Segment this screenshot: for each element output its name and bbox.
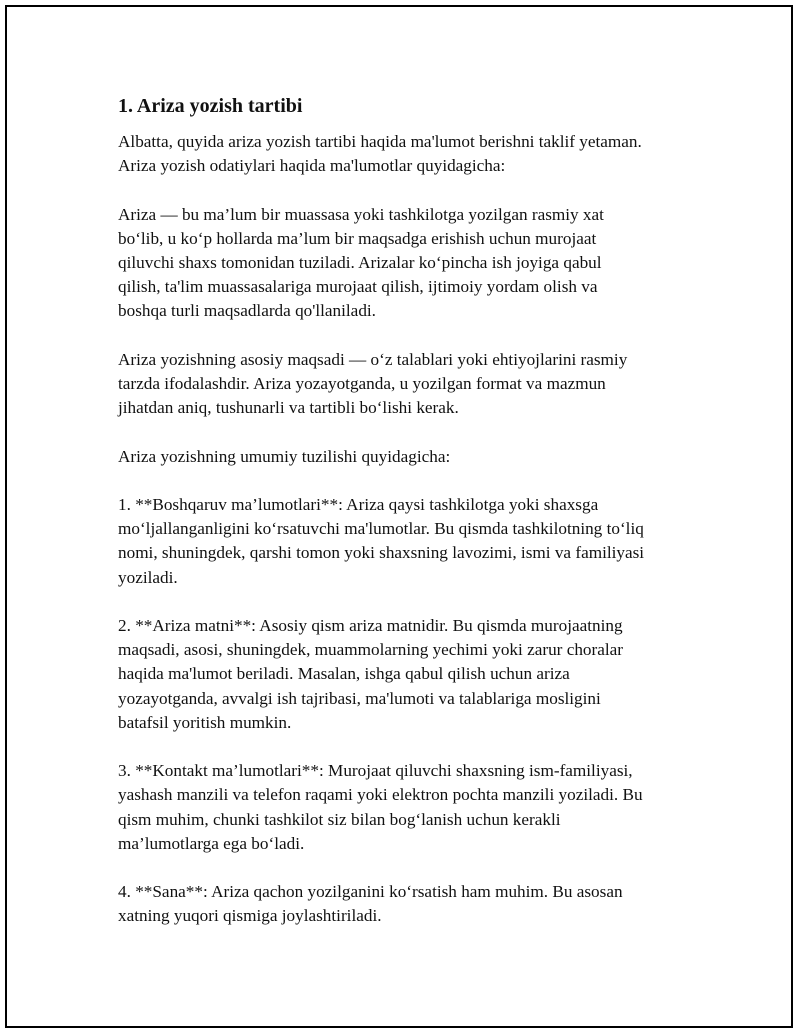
list-item-application-text: 2. **Ariza matni**: Asosiy qism ariza matnidir. Bu qismda murojaatning maqsadi, asosi, shuningdek, muammolarning yechimi yoki zarur choralar haqida ma'lumot beriladi. Masalan, ishga qabul qilish uchun ariza yozayotganda, avvalgi ish tajribasi, ma'lumoti va talablariga mosligini batafsil yoritish mumkin.: [118, 615, 623, 732]
paragraph-intro: Albatta, quyida ariza yozish tartibi haqida ma'lumot berishni taklif yetaman. Ariza yozish odatiylari haqida ma'lumotlar quyidagicha:: [118, 132, 642, 176]
document-body: [118, 92, 698, 953]
paragraph-structure-heading: Ariza yozishning umumiy tuzilishi quyidagicha:: [118, 446, 451, 466]
paragraph-definition: Ariza — bu ma’lum bir muassasa yoki tashkilotga yozilgan rasmiy xat bo‘lib, u ko‘p hollarda ma’lum bir maqsadga erishish uchun murojaat qiluvchi shaxs tomonidan tuziladi. Arizalar ko‘pincha ish joyiga qabul qilish, ta'lim muassasalariga murojaat qilish, ijtimoiy yordam olish va boshqa turli maqsadlarda qo'llaniladi.: [118, 204, 604, 321]
list-item-date: 4. **Sana**: Ariza qachon yozilganini ko‘rsatish ham muhim. Bu asosan xatning yuqori qismiga joylashtiriladi.: [118, 882, 623, 926]
list-item-management-info: 1. **Boshqaruv ma’lumotlari**: Ariza qaysi tashkilotga yoki shaxsga mo‘ljallanganligini ko‘rsatuvchi ma'lumotlar. Bu qismda tashkilotning to‘liq nomi, shuningdek, qarshi tomon yoki shaxsning lavozimi, ismi va familiyasi yoziladi.: [118, 494, 645, 587]
document-title: 1. Ariza yozish tartibi: [118, 95, 303, 117]
paragraph-purpose: Ariza yozishning asosiy maqsadi — o‘z talablari yoki ehtiyojlarini rasmiy tarzda ifodalashdir. Ariza yozayotganda, u yozilgan format va mazmun jihatdan aniq, tushunarli va tartibli bo‘lishi kerak.: [118, 349, 628, 418]
list-item-contact-info: 3. **Kontakt ma’lumotlari**: Murojaat qiluvchi shaxsning ism-familiyasi, yashash manzili va telefon raqami yoki elektron pochta manzili yoziladi. Bu qism muhim, chunki tashkilot siz bilan bog‘lanish uchun kerakli ma’lumotlarga ega bo‘ladi.: [118, 761, 643, 853]
